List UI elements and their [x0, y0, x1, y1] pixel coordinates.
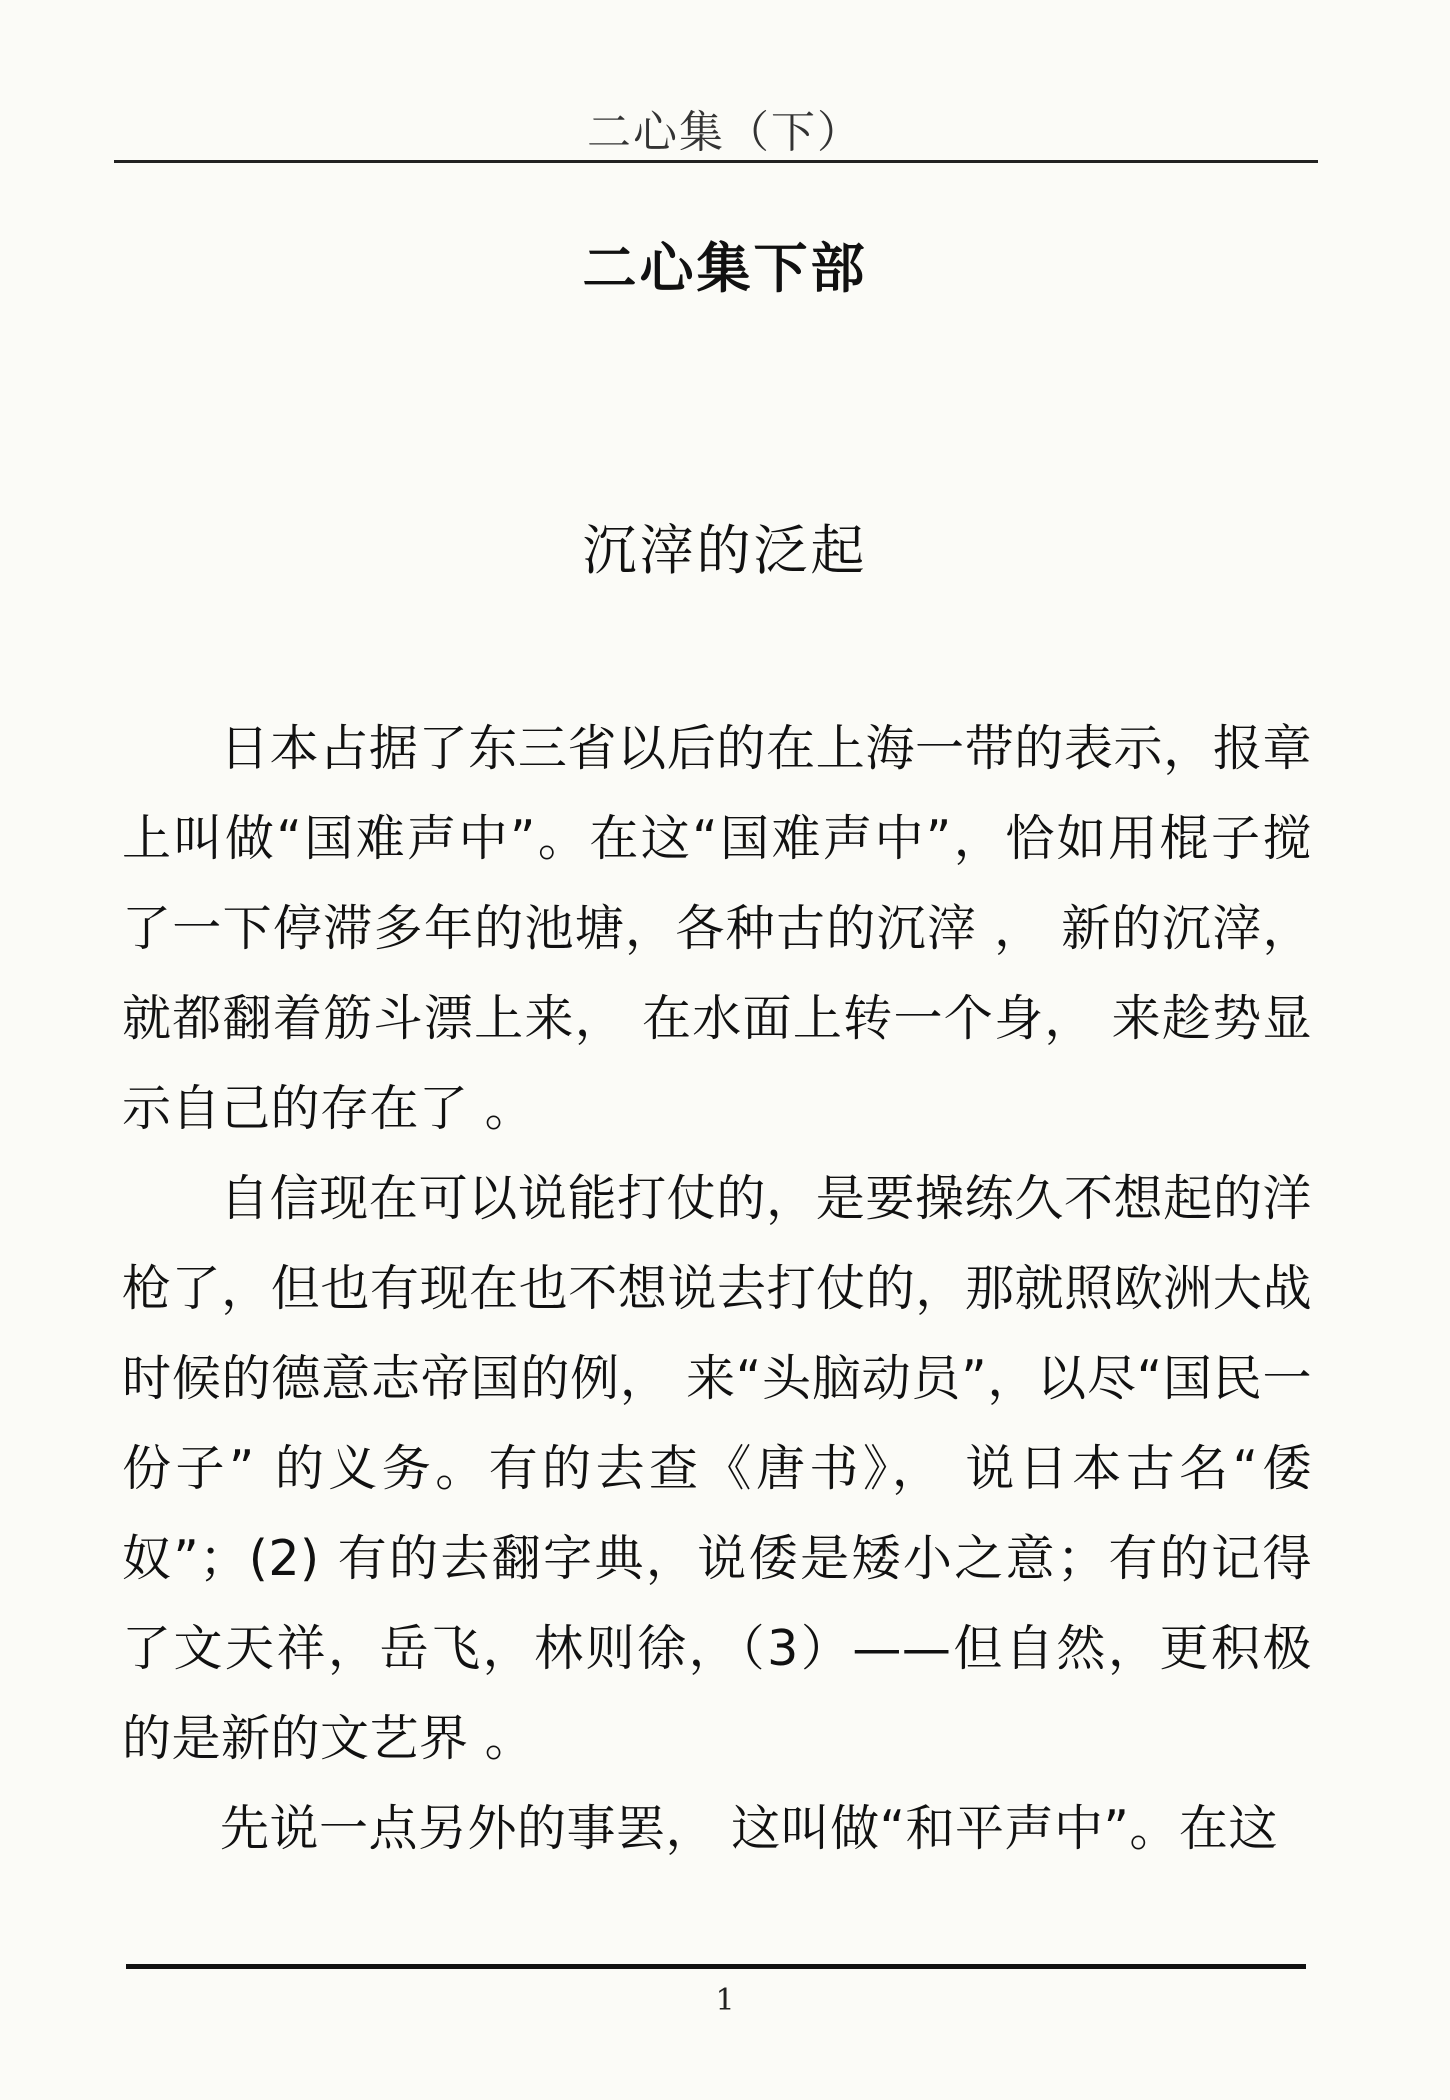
paragraph: 先说一点另外的事罢， 这叫做“和平声中”。在这 — [220, 1800, 1278, 1857]
article-body — [122, 704, 1312, 1874]
footer-divider — [126, 1964, 1306, 1969]
paragraph: 自信现在可以说能打仗的，是要操练久不想起的洋枪了，但也有现在也不想说去打仗的，那就照欧洲大战时候的德意志帝国的例， 来“头脑动员”，以尽“国民一份子” 的义务。有的去查《唐书》， 说日本古名“倭奴”；(2) 有的去翻字典，说倭是矮小之意；有的记得了文天祥，岳飞，林则徐，（3）——但自然，更积极的是新的文艺界 。 — [122, 1170, 1312, 1767]
paragraph: 日本占据了东三省以后的在上海一带的表示，报章上叫做“国难声中”。在这“国难声中”，恰如用棍子搅了一下停滞多年的池塘，各种古的沉滓 ， 新的沉滓，就都翻着筋斗漂上来， 在水面上转一个身， 来趁势显示自己的存在了 。 — [122, 720, 1312, 1137]
header-divider — [114, 160, 1318, 163]
article-title: 沉滓的泛起 — [582, 519, 868, 582]
section-title: 二心集下部 — [582, 237, 868, 300]
running-header: 二心集（下） — [587, 107, 863, 158]
page-number: 1 — [715, 1983, 735, 2018]
